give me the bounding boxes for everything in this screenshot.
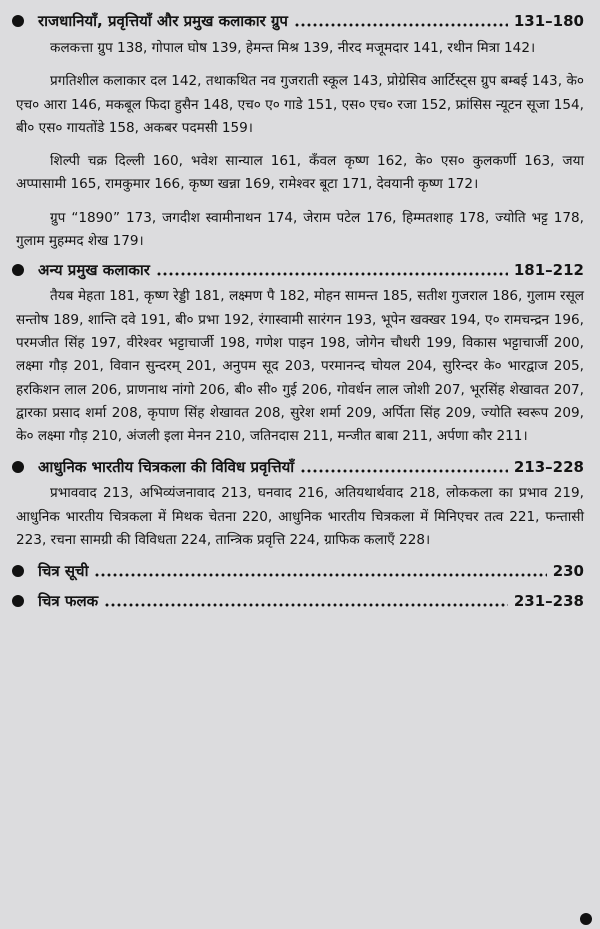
entry-paragraph: प्रगतिशील कलाकार दल 142, तथाकथित नव गुजराती स्कूल 143, प्रोग्रेसिव आर्टिस्ट्स ग्रुप बम्बई 143, के० एच० आरा 146, मकबूल फिदा हुसैन 148, एच० ए० गाडे 151, एस० एच० रजा 152, फ्रांसिस न्यूटन सूजा 154, बी० एस० गायतोंडे 158, अकबर पदमसी 159। (16, 73, 584, 136)
page-range: 231–238 (513, 592, 584, 611)
entry-paragraph: तैयब मेहता 181, कृष्ण रेड्डी 181, लक्ष्मण पै 182, मोहन सामन्त 185, सतीश गुजराल 186, गुलाम रसूल सन्तोष 189, शान्ति दवे 191, बी० प्रभा 192, रंगास्वामी सारंगन 193, भूपेन खक्खर 194, ए० रामचन्द्रन 196, परमजीत सिंह 197, वीरेश्वर भट्टाचार्जी 198, गणेश पाइन 198, जोगेन चौधरी 199, विकास भट्टाचार्जी 200, लक्ष्मा गौड़ 201, विवान सुन्दरम् 201, अनुपम सूद 203, परमानन्द चोयल 204, सुरिन्दर के० भारद्वाज 205, हरकिशन लाल 206, प्राणनाथ नांगो 206, बी० सी० गुई 206, गोवर्धन लाल जोशी 207, भूरसिंह शेखावत 207, द्वारका प्रसाद शर्मा 208, कृपाण सिंह शेखावत 208, सुरेश शर्मा 209, अर्पिता सिंह 209, ज्योति स्वरूप 209, के० लक्ष्मा गौड़ 210, अंजली इला मेनन 210, जतिनदास 211, मन्जीत बाबा 211, अर्पणा कौर 211। (16, 288, 584, 445)
bullet-icon (12, 595, 24, 607)
section-heading (10, 259, 590, 281)
end-bullet-icon (580, 913, 592, 925)
dot-leader (300, 469, 508, 473)
dot-leader (104, 603, 508, 607)
section-title: आधुनिक भारतीय चित्रकला की विविध प्रवृत्तियाँ (38, 458, 295, 477)
section-heading (10, 456, 590, 478)
page-range: 181–212 (513, 261, 584, 280)
section-title: राजधानियाँ, प्रवृत्तियाँ और प्रमुख कलाकार ग्रुप (38, 12, 288, 30)
bullet-icon (12, 264, 24, 276)
entry-paragraph: प्रभाववाद 213, अभिव्यंजनावाद 213, घनवाद 216, अतियथार्थवाद 218, लोककला का प्रभाव 219, आधुनिक भारतीय चित्रकला में मिथक चेतना 220, आधुनिक भारतीय चित्रकला में मिनिएचर तत्व 221, फन्तासी 223, रचना सामग्री की विविधता 224, तान्त्रिक प्रवृत्ति 224, ग्राफिक कलाएँ 228। (16, 485, 584, 549)
section-title: चित्र फलक (38, 592, 99, 611)
bullet-icon (12, 565, 24, 577)
page-range: 131–180 (513, 12, 584, 30)
dot-leader (94, 573, 546, 577)
section-title: चित्र सूची (38, 562, 89, 581)
dot-leader (156, 272, 508, 276)
entry-paragraph: शिल्पी चक्र दिल्ली 160, भवेश सान्याल 161, कँवल कृष्ण 162, के० एस० कुलकर्णी 163, जया अप्पासामी 165, रामकुमार 166, कृष्ण खन्ना 169, रामेश्वर बूटा 171, देवयानी कृष्ण 172। (16, 153, 584, 193)
section-heading (10, 590, 590, 612)
entry-paragraph: ग्रुप “1890” 173, जगदीश स्वामीनाथन 174, जेराम पटेल 176, हिम्मतशाह 178, ज्योति भट्ट 178, गुलाम मुहम्मद शेख 179। (16, 209, 584, 250)
section-title: अन्य प्रमुख कलाकार (38, 261, 150, 280)
page-range: 230 (552, 562, 584, 581)
bullet-icon (12, 15, 24, 27)
entry-paragraph: कलकत्ता ग्रुप 138, गोपाल घोष 139, हेमन्त मिश्र 139, नीरद मजूमदार 141, रथीन मित्रा 142। (50, 40, 536, 56)
page-range: 213–228 (513, 458, 584, 477)
section-heading (10, 10, 590, 32)
dot-leader (294, 23, 508, 27)
bullet-icon (12, 461, 24, 473)
section-heading (10, 560, 590, 582)
